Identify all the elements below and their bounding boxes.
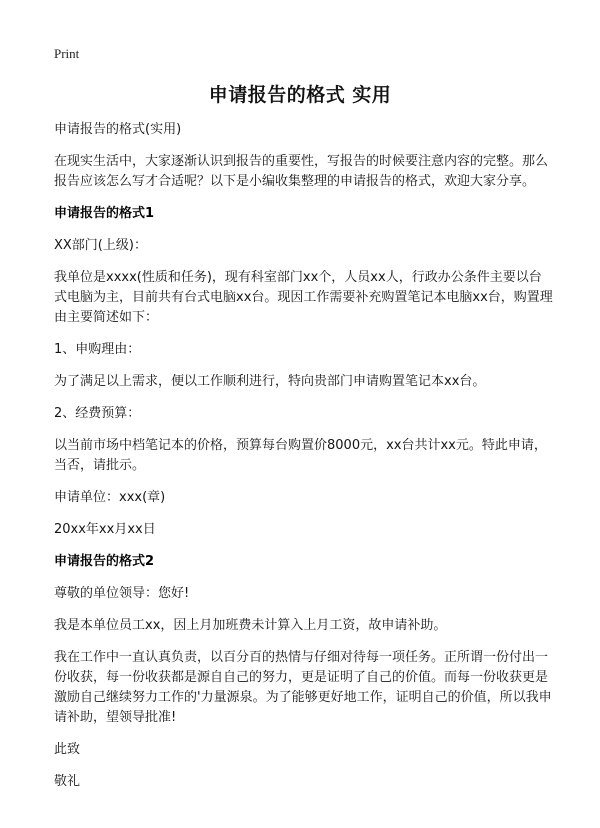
- section-heading-2: 申请报告的格式2: [54, 554, 155, 569]
- body-paragraph-unit: 我单位是xxxx(性质和任务)，现有科室部门xx个，人员xx人，行政办公条件主要以台式电脑为主，目前共有台式电脑xx台。现因工作需要补充购置笔记本电脑xx台，购置理由主要简述如下：: [54, 270, 553, 325]
- greeting-paragraph: 尊敬的单位领导：您好!: [54, 586, 190, 601]
- salutation-paragraph: XX部门(上级)：: [54, 238, 147, 253]
- print-label[interactable]: Print: [54, 46, 80, 61]
- document-body: [54, 120, 554, 804]
- request-paragraph: 我是本单位员工xx，因上月加班费未计算入上月工资，故申请补助。: [54, 618, 447, 633]
- date-line: 20xx年xx月xx日: [54, 522, 156, 537]
- budget-paragraph: 以当前市场中档笔记本的价格，预算每台购置价8000元，xx台共计xx元。特此申请，当否，请批示。: [54, 438, 547, 473]
- intro-paragraph: 在现实生活中，大家逐渐认识到报告的重要性，写报告的时候要注意内容的完整。那么报告应该怎么写才合适呢？以下是小编收集整理的申请报告的格式，欢迎大家分享。: [54, 154, 549, 189]
- regards-line: 敬礼: [54, 774, 81, 789]
- subtitle-paragraph: 申请报告的格式(实用): [54, 122, 182, 137]
- section-heading-1: 申请报告的格式1: [54, 206, 155, 221]
- document-title: 申请报告的格式 实用: [208, 84, 392, 106]
- reason-paragraph: 为了满足以上需求，便以工作顺利进行，特向贵部门申请购置笔记本xx台。: [54, 374, 486, 389]
- body-paragraph-work: 我在工作中一直认真负责，以百分百的热情与仔细对待每一项任务。正所谓一份付出一份收获，每一份收获都是源自自己的努力，更是证明了自己的价值。而每一份收获更是激励自己继续努力工作的'力量源泉。为了能够更好地工作，证明自己的价值，所以我申请补助，望领导批准!: [54, 650, 552, 725]
- list-item-reason-heading: 1、申购理由：: [54, 342, 141, 357]
- applicant-unit-line: 申请单位：xxx(章): [54, 490, 166, 505]
- list-item-budget-heading: 2、经费预算：: [54, 406, 141, 421]
- closing-line: 此致: [54, 742, 81, 757]
